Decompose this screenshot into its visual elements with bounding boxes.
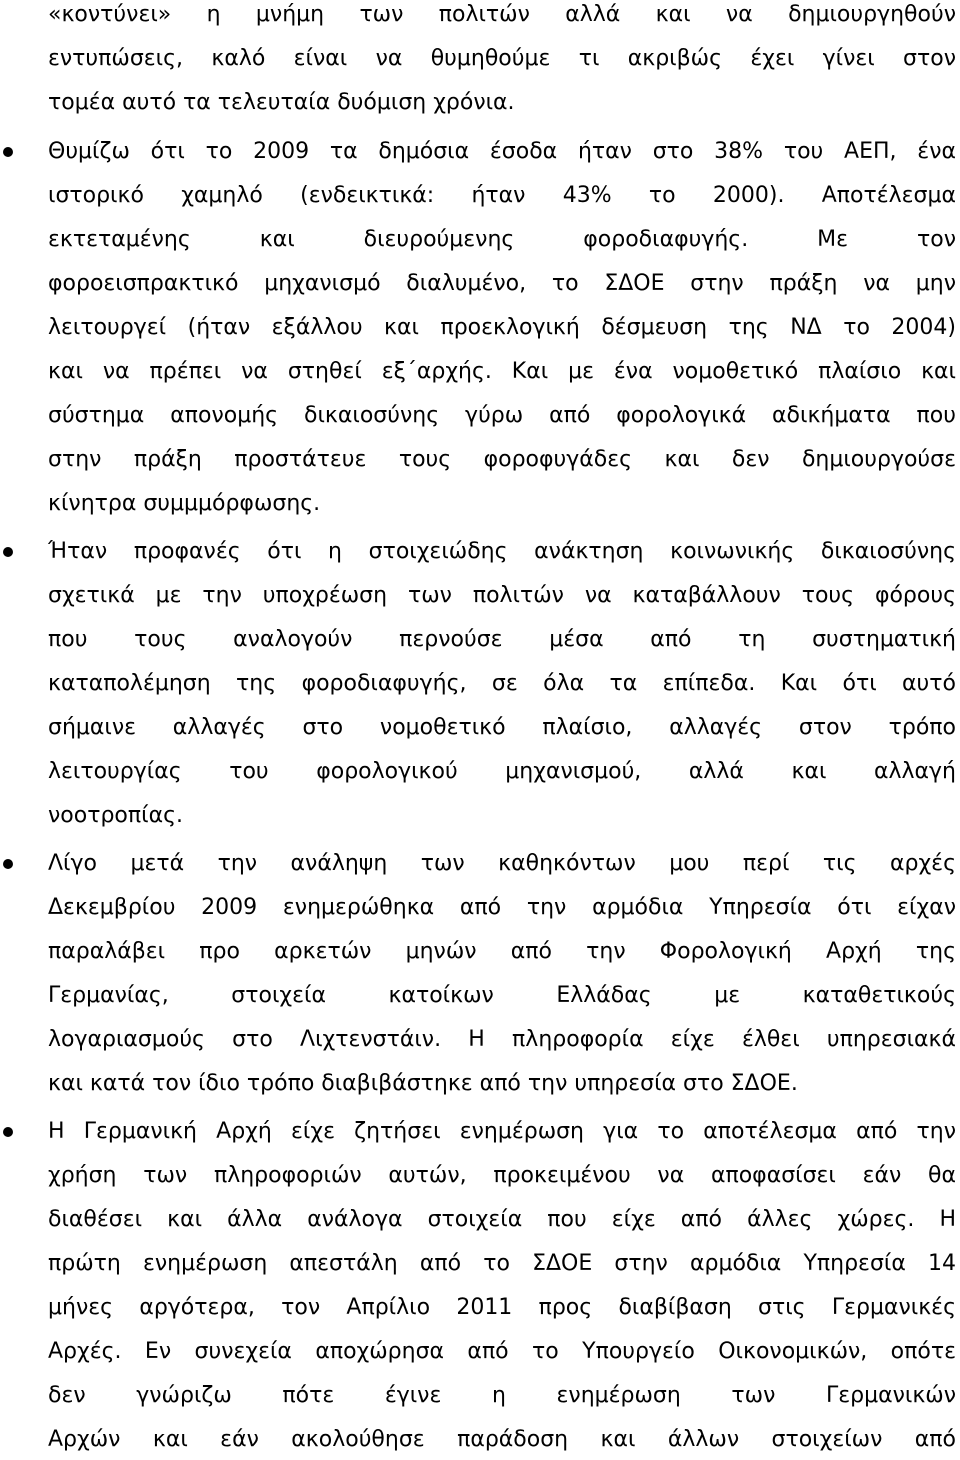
text-line: χρήση των πληροφοριών αυτών, προκειμένου να αποφασίσει εάν θα [48,1163,956,1188]
text-line: σύστημα απονομής δικαιοσύνης γύρω από φορολογικά αδικήματα που [48,403,956,428]
text-line: λειτουργίας του φορολογικού μηχανισμού, αλλά και αλλαγή [48,759,956,784]
text-line: ιστορικό χαμηλό (ενδεικτικά: ήταν 43% το 2000). Αποτέλεσμα [48,183,956,208]
text-line: Λίγο μετά την ανάληψη των καθηκόντων μου περί τις αρχές [48,851,956,876]
bullet-icon [3,147,13,157]
text-line: Δεκεμβρίου 2009 ενημερώθηκα από την αρμόδια Υπηρεσία ότι είχαν [48,895,956,920]
text-line: καταπολέμηση της φοροδιαφυγής, σε όλα τα επίπεδα. Και ότι αυτό [48,671,956,696]
text-line: και να πρέπει να στηθεί εξ΄αρχής. Και με ένα νομοθετικό πλαίσιο και [48,359,956,384]
text-line: Αρχών και εάν ακολούθησε παράδοση και άλλων στοιχείων από [48,1427,956,1452]
text-line: εκτεταμένης και διευρούμενης φοροδιαφυγής. Με τον [48,227,956,252]
text-line: Θυμίζω ότι το 2009 τα δημόσια έσοδα ήταν στο 38% του ΑΕΠ, ένα [48,139,956,164]
text-line: διαθέσει και άλλα ανάλογα στοιχεία που είχε από άλλες χώρες. Η [48,1207,956,1232]
text-line: σήμαινε αλλαγές στο νομοθετικό πλαίσιο, αλλαγές στον τρόπο [48,715,956,740]
text-line: κίνητρα συμμμόρφωσης. [48,491,321,516]
bullet-icon [3,859,13,869]
text-line: σχετικά με την υποχρέωση των πολιτών να καταβάλλουν τους φόρους [48,583,956,608]
text-line: λειτουργεί (ήταν εξάλλου και προεκλογική δέσμευση της ΝΔ το 2004) [48,315,956,340]
text-line: λογαριασμούς στο Λιχτενστάιν. Η πληροφορία είχε έλθει υπηρεσιακά [48,1027,956,1052]
text-line: νοοτροπίας. [48,803,183,828]
bullet-icon [3,1127,13,1137]
text-line: που τους αναλογούν περνούσε μέσα από τη συστηματική [48,627,956,652]
text-line: φοροεισπρακτικό μηχανισμό διαλυμένο, το ΣΔΟΕ στην πράξη να μην [48,271,956,296]
text-line: Ήταν προφανές ότι η στοιχειώδης ανάκτηση κοινωνικής δικαιοσύνης [48,539,956,564]
text-line: τομέα αυτό τα τελευταία δυόμιση χρόνια. [48,90,515,115]
text-line: Αρχές. Εν συνεχεία αποχώρησα από το Υπουργείο Οικονομικών, οπότε [48,1339,956,1364]
text-line: παραλάβει προ αρκετών μηνών από την Φορολογική Αρχή της [48,939,956,964]
text-line: εντυπώσεις, καλό είναι να θυμηθούμε τι ακριβώς έχει γίνει στον [48,46,956,71]
bullet-icon [3,547,13,557]
text-line: δεν γνώριζω πότε έγινε η ενημέρωση των Γερμανικών [48,1383,956,1408]
text-line: Γερμανίας, στοιχεία κατοίκων Ελλάδας με καταθετικούς [48,983,956,1008]
text-line: μήνες αργότερα, τον Απρίλιο 2011 προς διαβίβαση στις Γερμανικές [48,1295,956,1320]
text-line: «κοντύνει» η μνήμη των πολιτών αλλά και να δημιουργηθούν [48,2,956,27]
text-line: Η Γερμανική Αρχή είχε ζητήσει ενημέρωση για το αποτέλεσμα από την [48,1119,956,1144]
text-line: στην πράξη προστάτευε τους φοροφυγάδες και δεν δημιουργούσε [48,447,956,472]
text-line: πρώτη ενημέρωση απεστάλη από το ΣΔΟΕ στην αρμόδια Υπηρεσία 14 [48,1251,956,1276]
text-line: και κατά τον ίδιο τρόπο διαβιβάστηκε από την υπηρεσία στο ΣΔΟΕ. [48,1071,798,1096]
